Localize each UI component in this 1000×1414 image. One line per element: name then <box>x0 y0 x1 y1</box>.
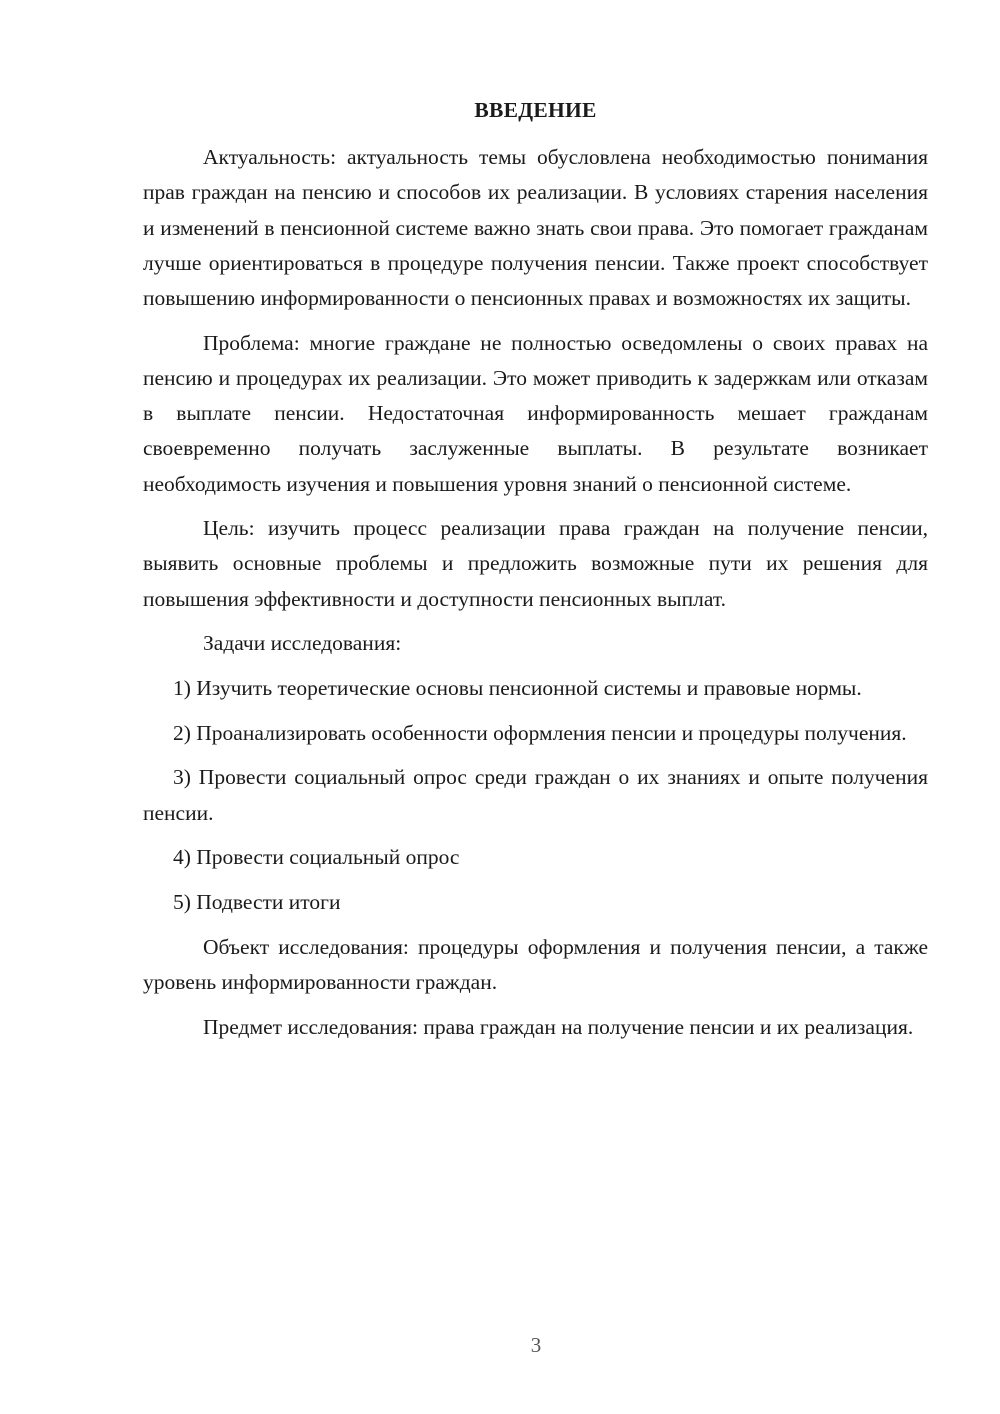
document-page <box>143 93 928 1054</box>
task-item-2: 2) Проанализировать особенности оформления пенсии и процедуры получения. <box>173 720 907 745</box>
task-item-3: 3) Провести социальный опрос среди граждан о их знаниях и опыте получения пенсии. <box>143 765 928 825</box>
page-title: ВВЕДЕНИЕ <box>474 98 597 122</box>
task-item-4: 4) Провести социальный опрос <box>173 845 460 870</box>
tasks-list <box>143 671 928 920</box>
task-item-1: 1) Изучить теоретические основы пенсионной системы и правовые нормы. <box>173 676 862 701</box>
relevance-paragraph: Актуальность: актуальность темы обусловлена необходимостью понимания прав граждан на пенсию и способов их реализации. В условиях старения населения и изменений в пенсионной системе важно знать свои права. Это помогает гражданам лучше ориентироваться в процедуре получения пенсии. Также проект способствует повышению информированности о пенсионных правах и возможностях их защиты. <box>143 145 928 311</box>
goal-paragraph: Цель: изучить процесс реализации права граждан на получение пенсии, выявить основные проблемы и предложить возможные пути их решения для повышения эффективности и доступности пенсионных выплат. <box>143 516 928 611</box>
problem-paragraph: Проблема: многие граждане не полностью осведомлены о своих правах на пенсию и процедурах их реализации. Это может приводить к задержкам или отказам в выплате пенсии. Недостаточная информированность мешает гражданам своевременно получать заслуженные выплаты. В результате возникает необходимость изучения и повышения уровня знаний о пенсионной системе. <box>143 330 928 496</box>
task-item-5: 5) Подвести итоги <box>173 890 341 915</box>
page-number: 3 <box>530 1333 542 1357</box>
object-paragraph: Объект исследования: процедуры оформления и получения пенсии, а также уровень информированности граждан. <box>143 934 928 994</box>
tasks-heading: Задачи исследования: <box>203 631 402 656</box>
subject-paragraph: Предмет исследования: права граждан на получение пенсии и их реализация. <box>203 1014 914 1039</box>
